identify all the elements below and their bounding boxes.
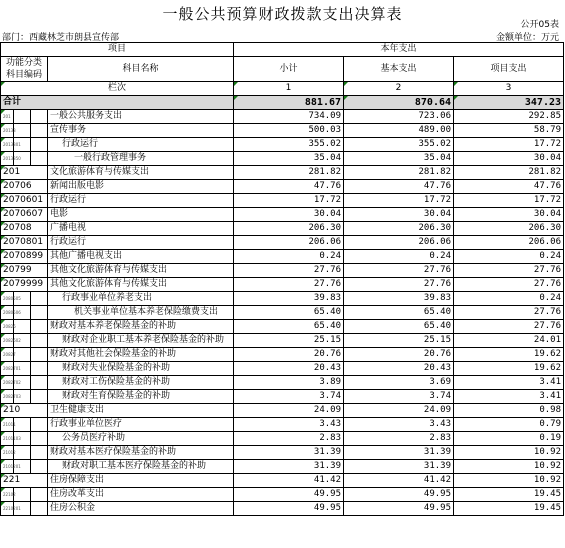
form-code: 公开05表 <box>520 20 559 30</box>
row-subject-name: 新闻出版电影 <box>48 180 234 194</box>
row-code: 201 <box>1 110 14 124</box>
row-basic: 2.83 <box>344 432 454 446</box>
header-func-code: 功能分类科目编码 <box>1 57 48 82</box>
row-basic: 206.30 <box>344 222 454 236</box>
row-subject-name: 财政对失业保险基金的补助 <box>48 362 234 376</box>
header-project: 项目 <box>1 43 234 57</box>
department-label: 部门：西藏林芝市朗县宣传部 <box>2 33 120 43</box>
row-subtotal: 30.04 <box>234 208 344 222</box>
row-subtotal: 3.43 <box>234 418 344 432</box>
table-row <box>1 432 564 446</box>
row-basic: 31.39 <box>344 446 454 460</box>
row-project: 27.76 <box>454 320 564 334</box>
table-row <box>1 362 564 376</box>
table-row <box>1 446 564 460</box>
row-subtotal: 206.30 <box>234 222 344 236</box>
row-subtotal: 3.89 <box>234 376 344 390</box>
row-code: 2070899 <box>1 250 48 264</box>
row-project: 0.79 <box>454 418 564 432</box>
row-subtotal: 39.83 <box>234 292 344 306</box>
row-project: 0.98 <box>454 404 564 418</box>
row-basic: 65.40 <box>344 320 454 334</box>
row-subject-name: 广播电视 <box>48 222 234 236</box>
row-code: 2070801 <box>1 236 48 250</box>
row-basic: 281.82 <box>344 166 454 180</box>
row-basic: 20.43 <box>344 362 454 376</box>
row-basic: 30.04 <box>344 208 454 222</box>
row-project: 292.85 <box>454 110 564 124</box>
row-code-sub <box>14 446 31 460</box>
row-project: 281.82 <box>454 166 564 180</box>
row-project: 17.72 <box>454 138 564 152</box>
report-title: 一般公共预算财政拨款支出决算表 <box>162 5 403 23</box>
row-code-sub <box>31 432 48 446</box>
table-row <box>1 474 564 488</box>
row-subtotal: 65.40 <box>234 320 344 334</box>
row-subtotal: 24.09 <box>234 404 344 418</box>
row-subject-name: 其他文化旅游体育与传媒支出 <box>48 264 234 278</box>
row-code-sub <box>31 334 48 348</box>
header-row-1 <box>1 43 564 57</box>
row-project: 47.76 <box>454 180 564 194</box>
row-project: 17.72 <box>454 194 564 208</box>
row-subject-name: 住房公积金 <box>48 502 234 516</box>
table-row <box>1 222 564 236</box>
row-code: 2080505 <box>1 292 14 306</box>
row-code: 2080506 <box>1 306 14 320</box>
row-subtotal: 281.82 <box>234 166 344 180</box>
row-subject-name: 财政对基本医疗保险基金的补助 <box>48 446 234 460</box>
table-row <box>1 250 564 264</box>
row-subject-name: 行政运行 <box>48 236 234 250</box>
row-project: 3.41 <box>454 390 564 404</box>
row-code: 2082602 <box>1 334 14 348</box>
row-code: 20706 <box>1 180 48 194</box>
row-code: 221 <box>1 474 48 488</box>
row-code-sub <box>14 348 31 362</box>
header-project-exp: 项目支出 <box>454 57 564 82</box>
row-subtotal: 734.09 <box>234 110 344 124</box>
row-basic: 355.02 <box>344 138 454 152</box>
row-code-sub <box>31 460 48 474</box>
row-basic: 65.40 <box>344 306 454 320</box>
row-code: 20826 <box>1 320 14 334</box>
table-row <box>1 194 564 208</box>
table-row <box>1 166 564 180</box>
row-basic: 206.06 <box>344 236 454 250</box>
row-project: 0.19 <box>454 432 564 446</box>
total-basic: 870.64 <box>344 96 454 110</box>
row-basic: 35.04 <box>344 152 454 166</box>
table-row <box>1 404 564 418</box>
row-subject-name: 一般行政管理事务 <box>48 152 234 166</box>
row-project: 206.30 <box>454 222 564 236</box>
row-subject-name: 行政运行 <box>48 194 234 208</box>
total-label: 合计 <box>1 96 234 110</box>
row-code-sub <box>14 488 31 502</box>
row-basic: 27.76 <box>344 278 454 292</box>
row-subtotal: 355.02 <box>234 138 344 152</box>
table-row <box>1 236 564 250</box>
row-subtotal: 41.42 <box>234 474 344 488</box>
table-row <box>1 488 564 502</box>
row-subject-name: 财政对企业职工基本养老保险基金的补助 <box>48 334 234 348</box>
row-basic: 20.76 <box>344 348 454 362</box>
row-project: 19.62 <box>454 362 564 376</box>
row-project: 24.01 <box>454 334 564 348</box>
row-project: 10.92 <box>454 446 564 460</box>
table-row <box>1 264 564 278</box>
row-subtotal: 500.03 <box>234 124 344 138</box>
row-code: 201 <box>1 166 48 180</box>
row-subject-name: 卫生健康支出 <box>48 404 234 418</box>
row-basic: 41.42 <box>344 474 454 488</box>
row-code: 20799 <box>1 264 48 278</box>
row-code-sub <box>31 138 48 152</box>
row-subtotal: 20.76 <box>234 348 344 362</box>
header-col3: 3 <box>454 82 564 96</box>
table-row <box>1 124 564 138</box>
row-basic: 31.39 <box>344 460 454 474</box>
row-subject-name: 行政事业单位养老支出 <box>48 292 234 306</box>
row-project: 58.79 <box>454 124 564 138</box>
row-subtotal: 47.76 <box>234 180 344 194</box>
unit-label: 金额单位：万元 <box>495 33 559 43</box>
row-basic: 489.00 <box>344 124 454 138</box>
row-code: 2013301 <box>1 138 14 152</box>
row-subject-name: 宣传事务 <box>48 124 234 138</box>
row-code: 2101103 <box>1 432 14 446</box>
row-project: 30.04 <box>454 152 564 166</box>
row-code-sub <box>14 110 31 124</box>
row-subject-name: 财政对生育保险基金的补助 <box>48 390 234 404</box>
row-subject-name: 住房改革支出 <box>48 488 234 502</box>
table-row <box>1 348 564 362</box>
row-code-sub <box>31 502 48 516</box>
row-subject-name: 一般公共服务支出 <box>48 110 234 124</box>
row-project: 30.04 <box>454 208 564 222</box>
header-row-3 <box>1 82 564 96</box>
row-code-sub <box>31 418 48 432</box>
row-subject-name: 文化旅游体育与传媒支出 <box>48 166 234 180</box>
row-subject-name: 财政对其他社会保险基金的补助 <box>48 348 234 362</box>
row-code: 2082702 <box>1 376 14 390</box>
table-row <box>1 292 564 306</box>
row-subtotal: 20.43 <box>234 362 344 376</box>
table-row <box>1 152 564 166</box>
row-code: 210 <box>1 404 48 418</box>
row-code-sub <box>31 320 48 334</box>
row-project: 27.76 <box>454 278 564 292</box>
row-code-sub <box>31 446 48 460</box>
table-row <box>1 278 564 292</box>
row-code: 21012 <box>1 446 14 460</box>
table-row <box>1 418 564 432</box>
row-subject-name: 电影 <box>48 208 234 222</box>
total-row <box>1 96 564 110</box>
table-row <box>1 110 564 124</box>
row-code: 2070607 <box>1 208 48 222</box>
row-subtotal: 49.95 <box>234 488 344 502</box>
row-subject-name: 机关事业单位基本养老保险缴费支出 <box>48 306 234 320</box>
row-project: 27.76 <box>454 264 564 278</box>
row-subtotal: 35.04 <box>234 152 344 166</box>
row-basic: 723.06 <box>344 110 454 124</box>
row-subject-name: 财政对基本养老保险基金的补助 <box>48 320 234 334</box>
row-basic: 25.15 <box>344 334 454 348</box>
header-col1: 1 <box>234 82 344 96</box>
row-code: 20133 <box>1 124 14 138</box>
row-code-sub <box>31 376 48 390</box>
row-code-sub <box>31 362 48 376</box>
row-basic: 49.95 <box>344 502 454 516</box>
row-project: 27.76 <box>454 306 564 320</box>
row-code-sub <box>31 110 48 124</box>
row-project: 10.92 <box>454 460 564 474</box>
row-basic: 3.69 <box>344 376 454 390</box>
row-basic: 3.74 <box>344 390 454 404</box>
row-project: 0.24 <box>454 250 564 264</box>
row-subtotal: 65.40 <box>234 306 344 320</box>
header-row-label: 栏次 <box>1 82 234 96</box>
row-subject-name: 住房保障支出 <box>48 474 234 488</box>
row-subject-name: 财政对职工基本医疗保险基金的补助 <box>48 460 234 474</box>
row-basic: 39.83 <box>344 292 454 306</box>
row-project: 206.06 <box>454 236 564 250</box>
row-code-sub <box>31 306 48 320</box>
header-col2: 2 <box>344 82 454 96</box>
header-subtotal: 小计 <box>234 57 344 82</box>
row-project: 19.45 <box>454 502 564 516</box>
row-subject-name: 财政对工伤保险基金的补助 <box>48 376 234 390</box>
row-subtotal: 206.06 <box>234 236 344 250</box>
row-subject-name: 其他文化旅游体育与传媒支出 <box>48 278 234 292</box>
row-code-sub <box>31 488 48 502</box>
row-code: 2079999 <box>1 278 48 292</box>
row-subject-name: 其他广播电视支出 <box>48 250 234 264</box>
row-project: 10.92 <box>454 474 564 488</box>
row-code: 20827 <box>1 348 14 362</box>
row-code: 20708 <box>1 222 48 236</box>
table-row <box>1 334 564 348</box>
row-subtotal: 17.72 <box>234 194 344 208</box>
table-row <box>1 460 564 474</box>
row-code: 2101201 <box>1 460 14 474</box>
row-code-sub <box>31 124 48 138</box>
row-subtotal: 49.95 <box>234 502 344 516</box>
header-row-2 <box>1 57 564 82</box>
row-basic: 49.95 <box>344 488 454 502</box>
total-project: 347.23 <box>454 96 564 110</box>
row-basic: 24.09 <box>344 404 454 418</box>
row-subtotal: 31.39 <box>234 460 344 474</box>
row-code: 21011 <box>1 418 14 432</box>
row-code: 2210201 <box>1 502 14 516</box>
row-project: 0.24 <box>454 292 564 306</box>
row-code: 22102 <box>1 488 14 502</box>
row-project: 3.41 <box>454 376 564 390</box>
row-subtotal: 27.76 <box>234 264 344 278</box>
row-subtotal: 25.15 <box>234 334 344 348</box>
table-row <box>1 138 564 152</box>
row-code-sub <box>31 152 48 166</box>
row-code-sub <box>14 418 31 432</box>
row-basic: 0.24 <box>344 250 454 264</box>
row-subtotal: 3.74 <box>234 390 344 404</box>
table-row <box>1 208 564 222</box>
row-code-sub <box>31 390 48 404</box>
expenditure-table <box>0 42 564 516</box>
table-row <box>1 390 564 404</box>
row-project: 19.45 <box>454 488 564 502</box>
row-code: 2082703 <box>1 390 14 404</box>
row-subtotal: 2.83 <box>234 432 344 446</box>
row-code-sub <box>31 348 48 362</box>
row-code: 2013350 <box>1 152 14 166</box>
row-code-sub <box>14 320 31 334</box>
row-code-sub <box>31 292 48 306</box>
header-subject-name: 科目名称 <box>48 57 234 82</box>
row-code-sub <box>14 124 31 138</box>
row-basic: 3.43 <box>344 418 454 432</box>
table-row <box>1 180 564 194</box>
total-subtotal: 881.67 <box>234 96 344 110</box>
row-code: 2070601 <box>1 194 48 208</box>
table-row <box>1 376 564 390</box>
row-subject-name: 行政事业单位医疗 <box>48 418 234 432</box>
table-row <box>1 502 564 516</box>
header-current-year: 本年支出 <box>234 43 564 57</box>
row-subject-name: 公务员医疗补助 <box>48 432 234 446</box>
table-row <box>1 306 564 320</box>
row-subtotal: 0.24 <box>234 250 344 264</box>
row-basic: 27.76 <box>344 264 454 278</box>
table-row <box>1 320 564 334</box>
row-subtotal: 27.76 <box>234 278 344 292</box>
header-basic: 基本支出 <box>344 57 454 82</box>
row-subject-name: 行政运行 <box>48 138 234 152</box>
row-subtotal: 31.39 <box>234 446 344 460</box>
row-code: 2082701 <box>1 362 14 376</box>
row-basic: 47.76 <box>344 180 454 194</box>
row-project: 19.62 <box>454 348 564 362</box>
row-basic: 17.72 <box>344 194 454 208</box>
